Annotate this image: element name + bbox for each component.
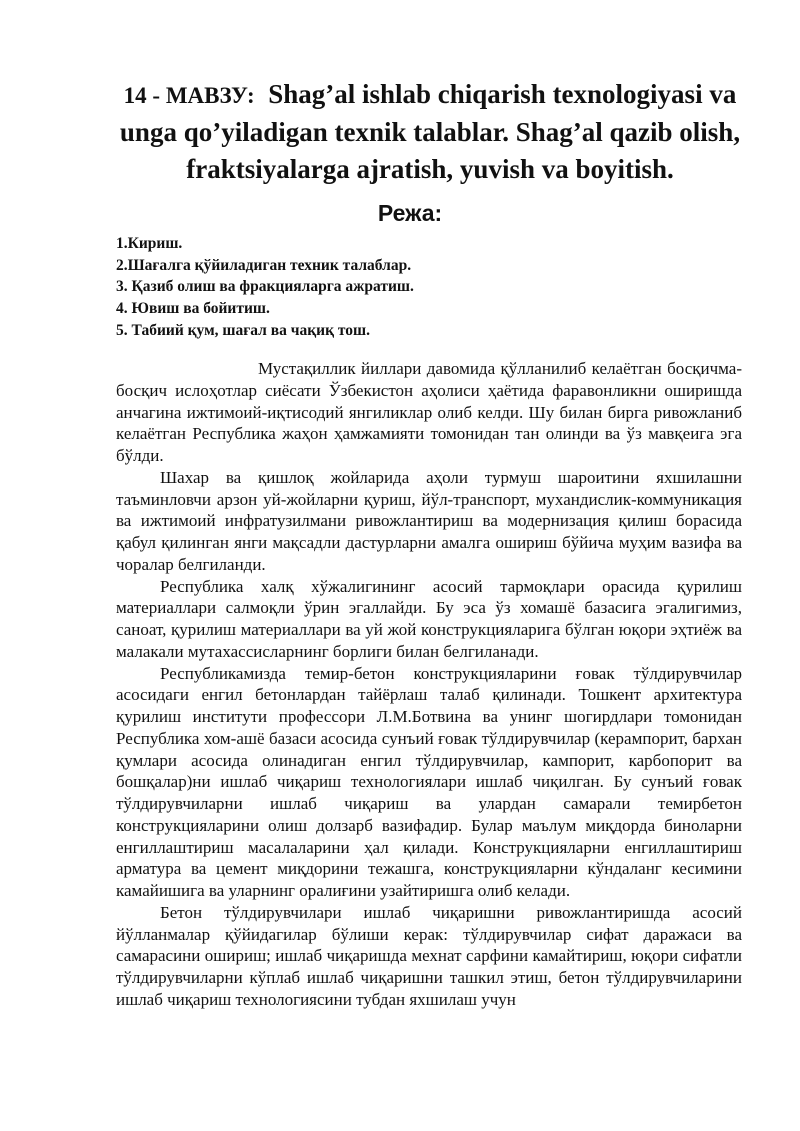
plan-item: 5. Табиий қум, шағал ва чақиқ тош. [116, 321, 371, 339]
topic-number: 14 - МАВЗУ: [123, 83, 255, 108]
body-paragraph: Мустақиллик йиллари давомида қўлланилиб келаётган босқичма-босқич ислоҳотлар сиёсати Ўзбекистон аҳолиси ҳаётида фаравонликни оширишда анчагина ижтимоий-иқтисодий янгиликлар олиб келди. Шу билан бирга ривожланиб келаётган Республика жаҳон ҳамжамияти томонидан тан олинди ва ўз мавқеига эга бўлди. [116, 359, 742, 465]
plan-item: 2.Шағалга қўйиладиган техник талаблар. [116, 256, 412, 274]
plan-item: 3. Қазиб олиш ва фракцияларга ажратиш. [116, 278, 414, 296]
body-paragraph: Бетон тўлдирувчилари ишлаб чиқаришни ривожлантиришда асосий йўлланмалар қўйидагилар бўлиши керак: тўлдирувчилар сифат даражаси ва самарасини ошириш; ишлаб чиқаришда мехнат сарфини камайтириш, юқори сифатли тўлдирувчиларни кўплаб ишлаб чиқаришни ташкил этиш, бетон тўлдирувчиларини ишлаб чиқариш технологиясини тубдан яхшилаш учун [116, 902, 742, 1009]
plan-list [116, 233, 756, 342]
plan-item: 4. Ювиш ва бойитиш. [116, 300, 270, 318]
body-paragraph: Республика халқ хўжалигининг асосий тармоқлари орасида қурилиш материаллари салмоқли ўрин эгаллайди. Бу эса ўз хомашё базасига эгалигимиз, саноат, қурилиш материаллари ва уй жой конструкцияларига бўлган юқори эҳтиёж ва малакали мутахассисларнинг борлиги билан белгиланади. [116, 576, 742, 661]
topic-title-text: Shag’al ishlab chiqarish texnologiyasi va unga qo’yiladigan texnik talablar. Shag’al qazib olish, fraktsiyalarga ajratish, yuvish va boyitish. [119, 79, 741, 184]
body-paragraph: Республикамизда темир-бетон конструкцияларини ғовак тўлдирувчилар асосидаги енгил бетонлардан тайёрлаш талаб қилинади. Тошкент архитектура қурилиш институти профессори Л.М.Ботвина ва унинг шогирдлари томонидан Республика хом-ашё базаси асосида сунъий ғовак тўлдирувчилар (керампорит, бархан қумлари асосида олинадиган енгил тўлдирувчилар, кампорит, карбопорит ва бошқалар)ни ишлаб чиқариш технологиялари ишлаб чиқилган. Бу сунъий ғовак тўлдирувчиларни ишлаб чиқариш ва улардан самарали темирбетон конструкцияларини олиш долзарб вазифадир. Булар маълум миқдорда биноларни енгиллаштириш масалаларини ҳал қилади. Конструкцияларни енгиллаштириш арматура ва цемент миқдорини тежашга, конструкцияларни кўндаланг кесимини камайишига ва уларнинг оралиғини узайтиришга олиб келади. [116, 663, 742, 900]
body-paragraph: Шахар ва қишлоқ жойларида аҳоли турмуш шароитини яхшилашни таъминловчи арзон уй-жойларни қуриш, йўл-транспорт, мухандислик-коммуникация ва ижтимоий инфратузилмани ривожлантириш ва модернизация қилиш борасида қабул қилинган янги мақсадли дастурларни амалга ошириш бўйича муҳим вазифа ва чоралар белгиланди. [116, 467, 742, 574]
document-title [100, 76, 760, 188]
document-body [116, 358, 742, 1011]
plan-item: 1.Кириш. [116, 235, 183, 252]
plan-heading: Режа: [377, 200, 443, 226]
